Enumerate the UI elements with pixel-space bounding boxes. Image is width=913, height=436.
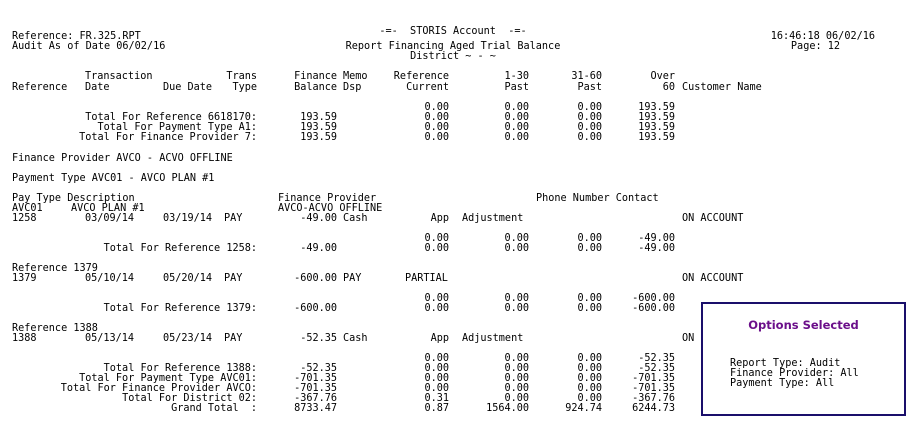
- entry-reference: 1388: [12, 333, 37, 344]
- col-31-60: 31-60: [571, 71, 602, 82]
- total-over-60: 193.59: [638, 132, 675, 143]
- report-title: Report Financing Aged Trial Balance: [345, 41, 561, 52]
- total-over-60: -600.00: [632, 303, 675, 314]
- total-over-60: -701.35: [632, 373, 675, 384]
- total-label: Total For District 02:: [122, 393, 257, 404]
- total-31-60: 0.00: [577, 393, 602, 404]
- entry-date: 03/09/14: [85, 213, 135, 224]
- total-balance: -49.00: [300, 243, 337, 254]
- total-current: 0.00: [424, 303, 449, 314]
- col-date: Date: [85, 82, 110, 93]
- total-balance: 193.59: [300, 112, 337, 123]
- total-label: Total For Reference 1388:: [103, 363, 257, 374]
- col-31-60-past: Past: [577, 82, 602, 93]
- total-label: Total For Payment Type A1:: [97, 122, 257, 133]
- amount-31-60: 0.00: [577, 102, 602, 113]
- total-current: 0.00: [424, 112, 449, 123]
- entry-type: PAY: [224, 273, 243, 284]
- amount-over-60: -52.35: [638, 353, 675, 364]
- col-due-date: Due Date: [163, 82, 213, 93]
- total-balance: 8733.47: [294, 403, 337, 414]
- pay-type-description-label: Pay Type Description: [12, 193, 135, 204]
- district-line: District ~ - ~: [410, 51, 496, 62]
- options-title: Options Selected: [748, 318, 859, 332]
- col-customer-name: Customer Name: [682, 82, 762, 93]
- payment-type-line: Payment Type AVC01 - AVCO PLAN #1: [12, 173, 215, 184]
- col-trans-type: Type: [232, 82, 257, 93]
- total-over-60: -367.76: [632, 393, 675, 404]
- page-number: Page: 12: [790, 41, 840, 52]
- col-trans: Trans: [226, 71, 257, 82]
- entry-balance: -600.00: [294, 273, 337, 284]
- total-balance: 193.59: [300, 122, 337, 133]
- amount-1-30: 0.00: [504, 233, 529, 244]
- entry-memo: Cash: [343, 333, 368, 344]
- amount-1-30: 0.00: [504, 102, 529, 113]
- total-current: 0.00: [424, 122, 449, 133]
- amount-31-60: 0.00: [577, 293, 602, 304]
- entry-note: Adjustment: [462, 333, 524, 344]
- total-label: Total For Reference 1379:: [103, 303, 257, 314]
- option-finance-provider: Finance Provider: All: [730, 368, 859, 379]
- total-1-30: 0.00: [504, 303, 529, 314]
- total-31-60: 0.00: [577, 112, 602, 123]
- entry-due-date: 03/19/14: [163, 213, 213, 224]
- col-over-60: 60: [662, 82, 675, 93]
- amount-over-60: -49.00: [638, 233, 675, 244]
- amount-31-60: 0.00: [577, 233, 602, 244]
- entry-status: App: [430, 333, 449, 344]
- amount-1-30: 0.00: [504, 353, 529, 364]
- total-31-60: 0.00: [577, 132, 602, 143]
- col-dsp: Dsp: [343, 82, 362, 93]
- finance-provider-label: Finance Provider: [278, 193, 377, 204]
- total-current: 0.87: [424, 403, 449, 414]
- total-label: Total For Reference 6618170:: [85, 112, 257, 123]
- col-memo: Memo: [343, 71, 368, 82]
- total-current: 0.00: [424, 363, 449, 374]
- total-balance: -600.00: [294, 303, 337, 314]
- col-current: Current: [406, 82, 449, 93]
- total-balance: -367.76: [294, 393, 337, 404]
- total-current: 0.00: [424, 383, 449, 394]
- entry-status: App: [430, 213, 449, 224]
- finance-provider-line: Finance Provider AVCO - ACVO OFFLINE: [12, 153, 233, 164]
- total-31-60: 0.00: [577, 383, 602, 394]
- total-balance: -701.35: [294, 383, 337, 394]
- amount-current: 0.00: [424, 293, 449, 304]
- total-31-60: 0.00: [577, 373, 602, 384]
- total-over-60: 6244.73: [632, 403, 675, 414]
- entry-memo: Cash: [343, 213, 368, 224]
- entry-customer: ON ACCOUNT: [682, 273, 744, 284]
- entry-reference: 1258: [12, 213, 37, 224]
- total-label: Total For Finance Provider AVCO:: [60, 383, 257, 394]
- total-balance: 193.59: [300, 132, 337, 143]
- option-payment-type: Payment Type: All: [730, 378, 835, 389]
- total-label: Total For Reference 1258:: [103, 243, 257, 254]
- total-1-30: 1564.00: [486, 403, 529, 414]
- total-31-60: 924.74: [565, 403, 602, 414]
- total-current: 0.00: [424, 132, 449, 143]
- reference-heading: Reference 1388: [12, 323, 98, 334]
- total-1-30: 0.00: [504, 132, 529, 143]
- amount-current: 0.00: [424, 233, 449, 244]
- total-over-60: 193.59: [638, 122, 675, 133]
- amount-current: 0.00: [424, 353, 449, 364]
- col-transaction: Transaction: [85, 71, 153, 82]
- total-1-30: 0.00: [504, 363, 529, 374]
- total-over-60: -49.00: [638, 243, 675, 254]
- pay-type-code: AVC01: [12, 203, 43, 214]
- total-31-60: 0.00: [577, 363, 602, 374]
- total-label: Total For Payment Type AVC01:: [79, 373, 257, 384]
- pay-type-plan: AVCO PLAN #1: [71, 203, 145, 214]
- total-balance: -701.35: [294, 373, 337, 384]
- total-1-30: 0.00: [504, 112, 529, 123]
- total-31-60: 0.00: [577, 243, 602, 254]
- entry-balance: -52.35: [300, 333, 337, 344]
- option-report-type: Report Type: Audit: [730, 358, 841, 369]
- entry-customer: ON ACCOUNT: [682, 213, 744, 224]
- entry-date: 05/13/14: [85, 333, 135, 344]
- total-31-60: 0.00: [577, 122, 602, 133]
- entry-customer: ON: [682, 333, 695, 344]
- entry-status: PARTIAL: [405, 273, 448, 284]
- amount-31-60: 0.00: [577, 353, 602, 364]
- audit-date: Audit As of Date 06/02/16: [12, 41, 166, 52]
- total-current: 0.00: [424, 373, 449, 384]
- entry-due-date: 05/20/14: [163, 273, 213, 284]
- total-over-60: -701.35: [632, 383, 675, 394]
- col-1-30: 1-30: [504, 71, 529, 82]
- entry-reference: 1379: [12, 273, 37, 284]
- options-selected-panel: [701, 302, 906, 416]
- amount-current: 0.00: [424, 102, 449, 113]
- entry-due-date: 05/23/14: [163, 333, 213, 344]
- col-reference: Reference: [12, 82, 68, 93]
- total-1-30: 0.00: [504, 383, 529, 394]
- total-current: 0.31: [424, 393, 449, 404]
- entry-note: Adjustment: [462, 213, 524, 224]
- total-1-30: 0.00: [504, 122, 529, 133]
- total-1-30: 0.00: [504, 373, 529, 384]
- col-balance: Balance: [294, 82, 337, 93]
- total-1-30: 0.00: [504, 393, 529, 404]
- reference-heading: Reference 1379: [12, 263, 98, 274]
- total-label: Grand Total :: [171, 403, 257, 414]
- amount-over-60: -600.00: [632, 293, 675, 304]
- report-reference: Reference: FR.325.RPT: [12, 31, 141, 42]
- total-over-60: -52.35: [638, 363, 675, 374]
- col-finance: Finance: [294, 71, 337, 82]
- phone-contact-label: Phone Number Contact: [536, 193, 659, 204]
- entry-date: 05/10/14: [85, 273, 135, 284]
- entry-balance: -49.00: [300, 213, 337, 224]
- report-timestamp: 16:46:18 06/02/16: [770, 31, 875, 42]
- total-1-30: 0.00: [504, 243, 529, 254]
- finance-provider-name: AVCO-ACVO OFFLINE: [278, 203, 383, 214]
- total-current: 0.00: [424, 243, 449, 254]
- account-title: -=- STORIS Account -=-: [379, 26, 527, 37]
- total-label: Total For Finance Provider 7:: [79, 132, 257, 143]
- col-ref-current: Reference: [393, 71, 449, 82]
- total-31-60: 0.00: [577, 303, 602, 314]
- amount-over-60: 193.59: [638, 102, 675, 113]
- entry-memo: PAY: [343, 273, 362, 284]
- entry-type: PAY: [224, 213, 243, 224]
- col-over: Over: [650, 71, 675, 82]
- total-over-60: 193.59: [638, 112, 675, 123]
- total-balance: -52.35: [300, 363, 337, 374]
- entry-type: PAY: [224, 333, 243, 344]
- col-1-30-past: Past: [504, 82, 529, 93]
- amount-1-30: 0.00: [504, 293, 529, 304]
